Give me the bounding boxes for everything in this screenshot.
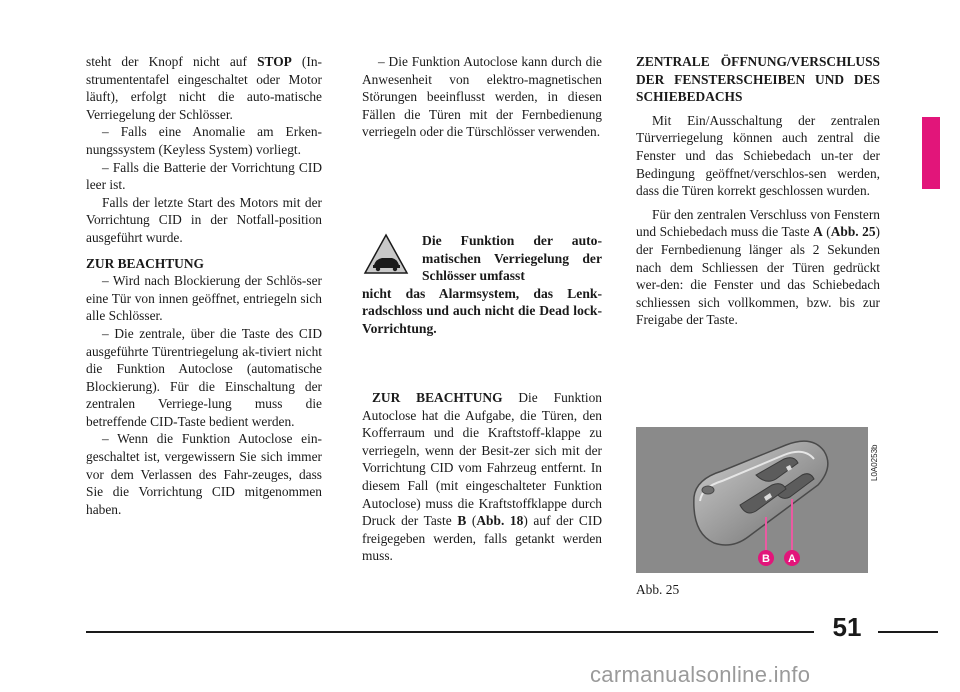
- warning-box: [362, 232, 602, 338]
- paragraph: ZUR BEACHTUNG Die Funktion Autoclose hat die Aufgabe, die Türen, den Kofferraum und die Kraftstoff-klappe zu verriegeln, wenn der Besit-zer sich mit der Vorrichtung CID vom Fahrzeug entfernt. In diesem Fall (mit eingeschalteter Funktion Autoclose) muss die Kraftstoffklappe durch Druck der Taste B (Abb. 18) auf der CID freigegeben werden, falls getankt werden muss.: [362, 390, 602, 564]
- paragraph: – Falls die Batterie der Vorrichtung CID leer ist.: [86, 159, 322, 193]
- figure-code: L0A0253b: [870, 444, 879, 482]
- warning-car-icon: [362, 232, 410, 276]
- figure-image: [636, 427, 868, 573]
- label-a: A: [788, 553, 796, 565]
- section-tab-marker: [922, 117, 940, 189]
- warning-text: Die Funktion der auto-matischen Verriegelung der Schlösser umfasst nicht das Alarmsystem, das Lenk-radschloss und auch nicht die Dead lock-Vorrichtung.: [362, 233, 602, 336]
- paragraph: Für den zentralen Verschluss von Fenstern und Schiebedach muss die Taste A (Abb. 25) der Fernbedienung länger als 2 Sekunden nach dem Schliessen der Türen gedrückt wer-den: die Fenster und das Schiebedach schliessen sich vollkommen, bzw. bis zur Freigabe der Taste.: [636, 206, 881, 328]
- paragraph: – Die zentrale, über die Taste des CID ausgeführte Türentriegelung ak-tiviert nicht die Funktion Autoclose (automatische Blockierung). Für die Einschaltung der zentralen Verriege-lung muss die betreffende CID-Taste bedient werden.: [86, 325, 322, 429]
- footer-rule: [878, 631, 938, 633]
- text-column-1: [86, 53, 322, 518]
- section-heading: ZENTRALE ÖFFNUNG/VERSCHLUSS DER FENSTERSCHEIBEN UND DES SCHIEBEDACHS: [636, 54, 880, 105]
- label-b: B: [762, 553, 770, 565]
- paragraph: – Wird nach Blockierung der Schlös-ser eine Tür von innen geöffnet, entriegeln sich alle Schlösser.: [86, 273, 322, 324]
- section-heading: ZUR BEACHTUNG: [86, 255, 204, 271]
- text-column-3: [636, 53, 880, 329]
- figure-caption: Abb. 25: [636, 582, 680, 597]
- paragraph: – Falls eine Anomalie am Erken-nungssystem (Keyless System) vorliegt.: [86, 124, 322, 157]
- paragraph: Mit Ein/Ausschaltung der zentralen Türverriegelung können auch zentral die Fenster und das Schiebedach un-ter der Bedingung geöffnet/verschlos-sen werden, dass die Türen korrekt geschlossen wurden.: [636, 112, 880, 199]
- paragraph: – Wenn die Funktion Autoclose ein-geschaltet ist, vergewissern Sie sich immer vor dem Verlassen des Fahr-zeuges, dass Sie die Vorrichtung CID mitgenommen haben.: [86, 431, 322, 517]
- text-column-2: [362, 53, 602, 141]
- paragraph: Falls der letzte Start des Motors mit der Vorrichtung CID in der Notfall-position ausgeführt wurde.: [86, 194, 322, 245]
- watermark[interactable]: carmanualsonline.info: [590, 662, 811, 687]
- paragraph: – Die Funktion Autoclose kann durch die Anwesenheit von elektro-magnetischen Störungen beeinflusst werden, in diesen Fällen die Türen mit der Fernbedienung verriegeln oder die Türschlösser verwenden.: [362, 54, 602, 140]
- note-block: [362, 389, 602, 565]
- footer-rule: [86, 631, 814, 633]
- page-number: 51: [832, 612, 862, 642]
- paragraph: steht der Knopf nicht auf STOP (In-strumententafel eingeschaltet oder Motor läuft), erfolgt nicht die auto-matische Verriegelung der Schlösser.: [86, 54, 323, 122]
- remote-key-illustration: [636, 427, 868, 573]
- remote-key-figure: [636, 427, 882, 573]
